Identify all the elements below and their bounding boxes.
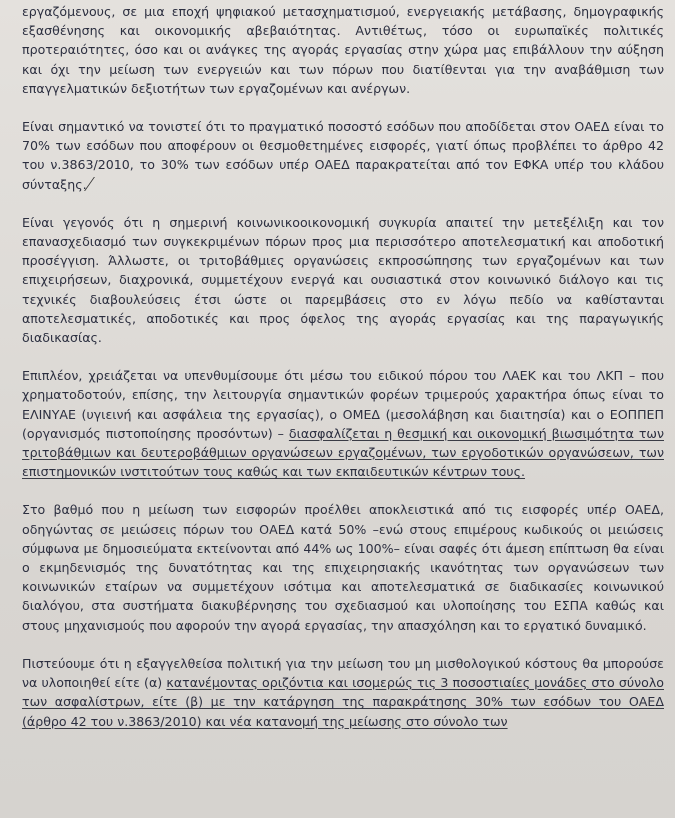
paragraph-3-text: Είναι γεγονός ότι η σημερινή κοινωνικοοικονομική συγκυρία απαιτεί την μετεξέλιξη και τον επανασχεδιασμό των συγκεκριμένων πόρων προς μια περισσότερο αποτελεσματική και αποδοτική προσέγγιση. Άλλωστε, οι τριτοβάθμιες οργανώσεις εκπροσώπησης των εργαζομένων και των επιχειρήσεων, διαχρονικά, συμμετέχουν ενεργά και ουσιαστικά στον κοινωνικό διάλογο και τις τεχνικές διαβουλεύσεις έτσι ώστε οι παρεμβάσεις στο εν λόγω πεδίο να καθίστανται αποτελεσματικές, αποδοτικές και προς όφελος της αγοράς εργασίας και της παραγωγικής διαδικασίας. — [22, 214, 664, 346]
paragraph-2 — [22, 117, 664, 194]
paragraph-1-text: εργαζόμενους, σε μια εποχή ψηφιακού μετασχηματισμού, ενεργειακής μετάβασης, δημογραφικής εξασθένησης και οικονομικής αβεβαιότητας. Αντιθέτως, τόσο οι ευρωπαϊκές πολιτικές προτεραιότητες, όσο και οι ανάγκες της αγοράς εργασίας στην χώρα μας επιβάλλουν την αύξηση και όχι την μείωση των ενεργειών και των πόρων που διατίθενται για την αναβάθμιση των επαγγελματικών δεξιοτήτων των εργαζομένων και ανέργων. — [22, 4, 664, 96]
paragraph-2-text: Είναι σημαντικό να τονιστεί ότι το πραγματικό ποσοστό εσόδων που αποδίδεται στον ΟΑΕΔ είναι το 70% των εσόδων που αποφέρουν οι θεσμοθετημένες εισφορές, γιατί όπως προβλέπει το άρθρο 42 του ν.3863/2010, το 30% των εσόδων υπέρ ΟΑΕΔ παρακρατείται από τον ΕΦΚΑ υπέρ του κλάδου σύνταξης. — [22, 119, 664, 192]
paragraph-6-text: Πιστεύουμε ότι η εξαγγελθείσα πολιτική για την μείωση του μη μισθολογικού κόστους θα μπορούσε να υλοποιηθεί είτε (α) — [22, 655, 664, 691]
paragraph-4 — [22, 366, 664, 481]
paragraph-4-text: Επιπλέον, χρειάζεται να υπενθυμίσουμε ότι μέσω του ειδικού πόρου του ΛΑΕΚ και του ΛΚΠ – που χρηματοδοτούν, επίσης, την λειτουργία σημαντικών φορέων τριμερούς χαρακτήρα όπως είναι το ΕΛΙΝΥΑΕ (υγιεινή και ασφάλεια της εργασίας), ο ΟΜΕΔ (μεσολάβηση και διαιτησία) και ο ΕΟΠΠΕΠ (οργανισμός πιστοποίησης προσόντων) – — [22, 368, 664, 441]
paragraph-1 — [22, 2, 664, 98]
paragraph-3 — [22, 213, 664, 347]
paragraph-4-underlined-text: διασφαλίζεται η θεσμική και οικονομική βιωσιμότητα των τριτοβάθμιων και δευτεροβάθμιων οργανώσεων εργαζομένων, των εργοδοτικών οργανώσεων, των επιστημονικών ινστιτούτων τους καθώς και των εκπαιδευτικών κέντρων τους. — [22, 425, 664, 480]
paragraph-5-text: Στο βαθμό που η μείωση των εισφορών προέλθει αποκλειστικά από τις εισφορές υπέρ ΟΑΕΔ, οδηγώντας σε μειώσεις πόρων του ΟΑΕΔ κατά 50% –ενώ στους επιμέρους κωδικούς οι μειώσεις σύμφωνα με δημοσιεύματα εκτείνονται από 44% ως 100%– είναι σαφές ότι άμεση επίπτωση θα είναι ο εκμηδενισμός της δυνατότητας και της επιχειρησιακής ικανότητας των οργανώσεων των κοινωνικών εταίρων να συμμετέχουν ισότιμα και αποτελεσματικά σε διαδικασίες κοινωνικού διαλόγου, στα συστήματα διακυβέρνησης του σχεδιασμού και υλοποίησης του ΕΣΠΑ καθώς και στους μηχανισμούς που αφορούν την αγορά εργασίας, την απασχόληση και το εργατικό δυναμικό. — [22, 502, 664, 633]
paragraph-6 — [22, 654, 664, 731]
paragraph-5 — [22, 500, 664, 634]
paragraph-6-underlined-text: κατανέμοντας οριζόντια και ισομερώς τις 3 ποσοστιαίες μονάδες στο σύνολο των ασφαλίστρων, είτε (β) με την κατάργηση της παρακράτησης 30% των εσόδων του ΟΑΕΔ (άρθρο 42 του ν.3863/2010) και νέα κατανομή της μείωσης στο σύνολο των — [22, 675, 665, 729]
document-body — [22, 2, 664, 750]
